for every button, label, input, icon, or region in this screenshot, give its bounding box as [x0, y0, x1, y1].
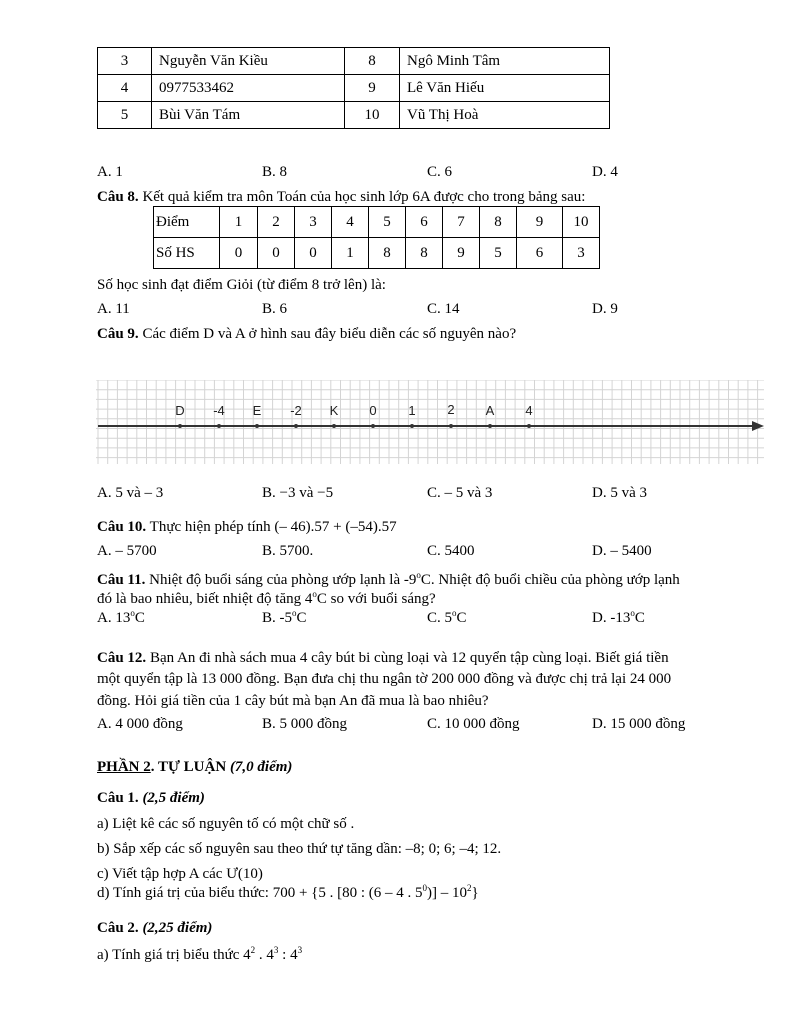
number-line-figure — [96, 380, 766, 464]
q8-option-d: D. 9 — [592, 301, 618, 317]
part2-heading — [97, 758, 292, 776]
q8-option-b: B. 6 — [262, 301, 288, 317]
degree-sign: o — [416, 570, 421, 580]
number-line-label: D — [175, 403, 185, 418]
table-cell: 4 — [332, 207, 369, 238]
c2-label: Câu 2. — [97, 920, 143, 936]
number-line-point — [217, 424, 221, 428]
table-header: Số HS — [154, 238, 220, 269]
q11-text: Nhiệt độ buổi sáng của phòng ướp lạnh là -9 — [145, 572, 417, 588]
q10-text: Thực hiện phép tính (– 46).57 + (–54).57 — [146, 519, 397, 535]
q11-text: đó là bao nhiêu, biết nhiệt độ tăng 4 — [97, 591, 313, 607]
table-cell: 9 — [517, 207, 563, 238]
q8-subquestion: Số học sinh đạt điểm Giỏi (từ điểm 8 trở lên) là: — [97, 277, 386, 293]
part2-title-rest: . TỰ LUẬN — [150, 759, 230, 775]
table-cell: 5 — [369, 207, 406, 238]
table-cell: 10 — [563, 207, 600, 238]
table-cell: Vũ Thị Hoà — [400, 102, 610, 129]
number-line-point — [449, 424, 453, 428]
number-line-point — [178, 424, 182, 428]
c1-heading — [97, 789, 205, 807]
c2-points: (2,25 điểm) — [142, 920, 213, 936]
c1-part-c: c) Viết tập hợp A các Ư(10) — [97, 866, 263, 882]
q9-option-c: C. – 5 và 3 — [427, 485, 493, 501]
c2-heading — [97, 919, 212, 937]
q12-text: Bạn An đi nhà sách mua 4 cây bút bi cùng loại và 12 quyển tập cùng loại. Biết giá tiền — [146, 650, 669, 666]
c1-part-d: d) Tính giá trị của biểu thức: 700 + {5 . [80 : (6 – 4 . $5^0)] - 10^2$} — [97, 883, 479, 901]
table-row — [154, 207, 600, 238]
c1-part-a: a) Liệt kê các số nguyên tố có một chữ số . — [97, 816, 355, 832]
table-cell: 0 — [220, 238, 258, 269]
q8-option-a: A. 11 — [97, 301, 130, 317]
q8-text: Kết quả kiểm tra môn Toán của học sinh lớp 6A được cho trong bảng sau: — [138, 189, 586, 205]
number-line-grid — [96, 380, 764, 464]
number-line-point — [488, 424, 492, 428]
q12-option-d: D. 15 000 đồng — [592, 716, 686, 732]
q11-text: C. Nhiệt độ buổi chiều của phòng ướp lạnh — [420, 572, 680, 588]
table-row — [98, 75, 610, 102]
q7-option-b: B. 8 — [262, 164, 288, 180]
number-line-point — [332, 424, 336, 428]
table-cell: 10 — [345, 102, 400, 129]
q9-text: Các điểm D và A ở hình sau đây biểu diễn các số nguyên nào? — [138, 326, 517, 342]
part2-points: (7,0 điểm) — [229, 759, 293, 775]
table-cell: Bùi Văn Tám — [152, 102, 345, 129]
table-cell: 0977533462 — [152, 75, 345, 102]
table-cell: 1 — [220, 207, 258, 238]
table-cell: 8 — [345, 48, 400, 75]
q11-question-line1 — [97, 571, 680, 589]
q9-option-d: D. 5 và 3 — [592, 485, 647, 501]
table-cell: 5 — [98, 102, 152, 129]
q11-option-c: C. 5$^o$C — [427, 608, 467, 626]
table-row — [98, 102, 610, 129]
table-cell: 6 — [517, 238, 563, 269]
table-cell: 3 — [98, 48, 152, 75]
q8-option-c: C. 14 — [427, 301, 460, 317]
q12-question-line2: một quyển tập là 13 000 đồng. Bạn đưa chị thu ngân tờ 200 000 đồng và được chị trả lại 24 000 — [97, 671, 672, 687]
table-cell: 5 — [480, 238, 517, 269]
c2-part-a: a) Tính giá trị biểu thức $4^2$ . $4^3$ : $4^3$ — [97, 945, 303, 963]
table-cell: Nguyễn Văn Kiều — [152, 48, 345, 75]
table-cell: 8 — [480, 207, 517, 238]
q7-option-a: A. 1 — [97, 164, 123, 180]
q10-label: Câu 10. — [97, 519, 147, 535]
table-cell: 3 — [563, 238, 600, 269]
q7-option-d: D. 4 — [592, 164, 618, 180]
number-line-label: E — [252, 403, 262, 418]
number-line-label: 4 — [525, 403, 533, 418]
q10-option-a: A. – 5700 — [97, 543, 157, 559]
q9-option-b: B. −3 và −5 — [262, 485, 334, 501]
q11-label: Câu 11. — [97, 572, 146, 588]
q9-question — [97, 325, 516, 343]
number-line-label: A — [485, 403, 495, 418]
q11-option-a: A. 13$^o$C — [97, 608, 145, 626]
q12-label: Câu 12. — [97, 650, 147, 666]
table-cell: 0 — [258, 238, 295, 269]
table-cell: 4 — [98, 75, 152, 102]
q11-text: C so với buổi sáng? — [316, 591, 436, 607]
c1-points: (2,5 điểm) — [142, 790, 205, 806]
q11-option-b: B. -5$^o$C — [262, 608, 307, 626]
student-table — [97, 47, 610, 129]
table-header: Điểm — [154, 207, 220, 238]
table-cell: 7 — [443, 207, 480, 238]
number-line-label: K — [329, 403, 339, 418]
table-row — [154, 238, 600, 269]
q9-label: Câu 9. — [97, 326, 139, 342]
table-cell: 3 — [295, 207, 332, 238]
score-table — [153, 206, 600, 269]
q12-option-b: B. 5 000 đồng — [262, 716, 348, 732]
table-cell: Ngô Minh Tâm — [400, 48, 610, 75]
number-line-point — [255, 424, 259, 428]
q12-option-c: C. 10 000 đồng — [427, 716, 520, 732]
number-line-label: 2 — [447, 402, 455, 417]
table-cell: 8 — [406, 238, 443, 269]
table-cell: 2 — [258, 207, 295, 238]
q10-question — [97, 518, 397, 536]
part2-title: PHẦN 2 — [97, 759, 151, 775]
q7-option-c: C. 6 — [427, 164, 453, 180]
table-cell: 1 — [332, 238, 369, 269]
q12-question-line1 — [97, 649, 669, 667]
c1-label: Câu 1. — [97, 790, 143, 806]
q9-option-a: A. 5 và – 3 — [97, 485, 164, 501]
number-line-label: -4 — [213, 403, 225, 418]
table-row — [98, 48, 610, 75]
number-line-point — [527, 424, 531, 428]
table-cell: 6 — [406, 207, 443, 238]
table-cell: Lê Văn Hiếu — [400, 75, 610, 102]
q12-question-line3: đồng. Hỏi giá tiền của 1 cây bút mà bạn An đã mua là bao nhiêu? — [97, 693, 489, 709]
table-cell: 9 — [345, 75, 400, 102]
table-cell: 9 — [443, 238, 480, 269]
table-cell: 0 — [295, 238, 332, 269]
degree-sign: o — [312, 589, 317, 599]
c1-part-b: b) Sắp xếp các số nguyên sau theo thứ tự tăng dần: –8; 0; 6; –4; 12. — [97, 841, 502, 857]
q10-option-d: D. – 5400 — [592, 543, 652, 559]
number-line-label: 1 — [408, 403, 416, 418]
q8-label: Câu 8. — [97, 189, 139, 205]
number-line-point — [410, 424, 414, 428]
number-line-point — [294, 424, 298, 428]
q11-question-line2 — [97, 590, 436, 608]
q10-option-b: B. 5700. — [262, 543, 314, 559]
q10-option-c: C. 5400 — [427, 543, 475, 559]
q12-option-a: A. 4 000 đồng — [97, 716, 183, 732]
number-line-label: 0 — [369, 403, 377, 418]
table-cell: 8 — [369, 238, 406, 269]
q11-option-d: D. -13$^o$C — [592, 608, 645, 626]
q8-question — [97, 188, 585, 206]
number-line-label: -2 — [290, 403, 302, 418]
number-line-point — [371, 424, 375, 428]
